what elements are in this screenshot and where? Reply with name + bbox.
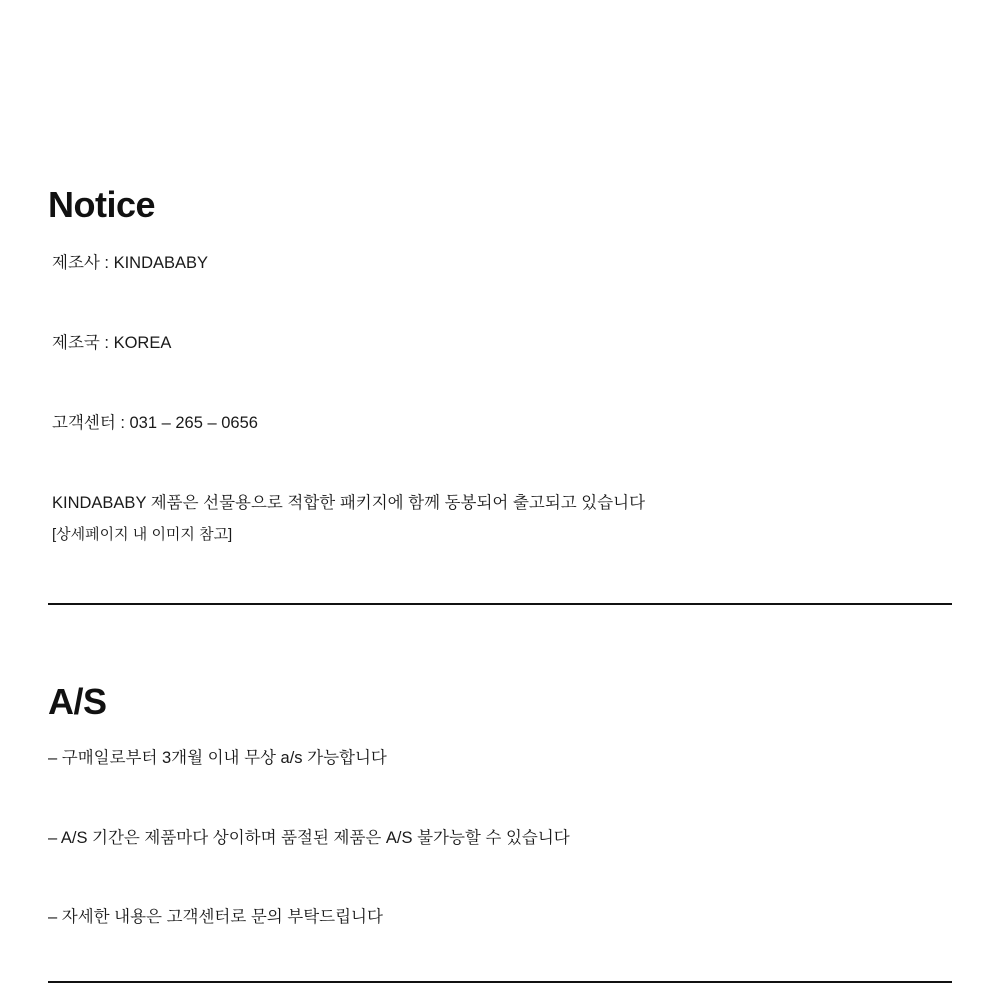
as-contact-line: – 자세한 내용은 고객센터로 문의 부탁드립니다 (48, 908, 383, 926)
notice-customer-center-line: 고객센터 : 031 – 265 – 0656 (52, 414, 258, 432)
as-warranty-period-line: – 구매일로부터 3개월 이내 무상 a/s 가능합니다 (48, 749, 387, 767)
notice-country-line: 제조국 : KOREA (52, 334, 172, 352)
notice-packaging-reference-line: [상세페이지 내 이미지 참고] (52, 526, 233, 543)
section-divider-bottom (48, 981, 952, 983)
notice-manufacturer-line: 제조사 : KINDABABY (52, 254, 209, 272)
notice-packaging-line: KINDABABY 제품은 선물용으로 적합한 패키지에 함께 동봉되어 출고되고 있습니다 (52, 494, 646, 512)
as-section-heading: A/S (48, 681, 107, 723)
as-availability-line: – A/S 기간은 제품마다 상이하며 품절된 제품은 A/S 불가능할 수 있습니다 (48, 829, 570, 847)
notice-section-heading: Notice (48, 184, 156, 226)
section-divider-top (48, 603, 952, 605)
